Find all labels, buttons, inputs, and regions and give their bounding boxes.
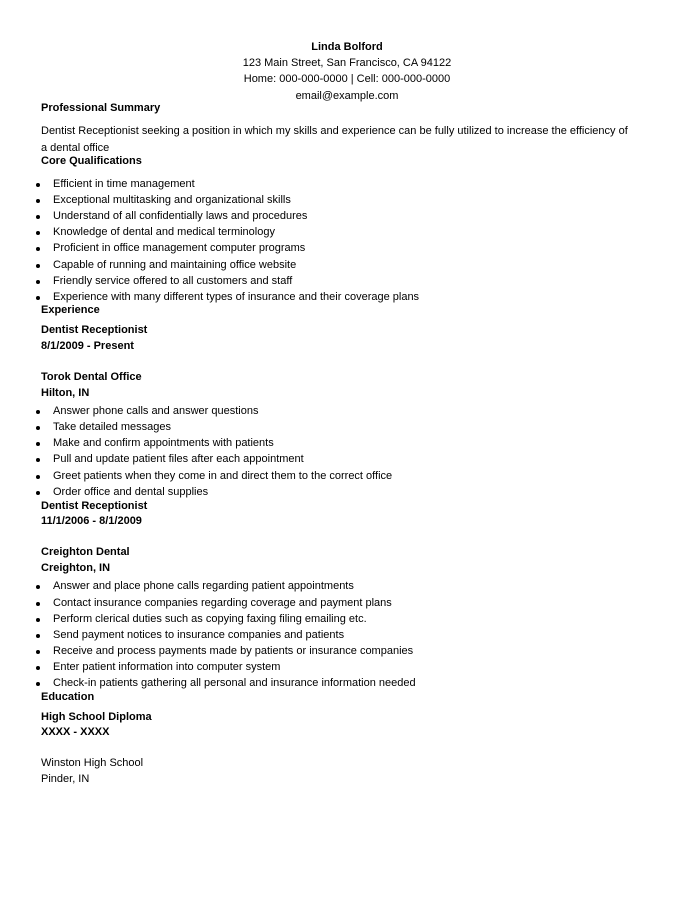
bullet-icon (36, 682, 40, 686)
bullet-icon (36, 650, 40, 654)
education-dates: XXXX - XXXX (41, 726, 110, 738)
list-item: Understand of all confidentially laws and procedures (53, 210, 308, 222)
list-item: Friendly service offered to all customers and staff (53, 275, 293, 287)
bullet-icon (36, 475, 40, 479)
summary-text-line-2: a dental office (41, 142, 110, 154)
job-company: Creighton Dental (41, 546, 130, 558)
address-line: 123 Main Street, San Francisco, CA 94122 (242, 57, 452, 69)
bullet-icon (36, 231, 40, 235)
bullet-icon (36, 618, 40, 622)
bullet-icon (36, 183, 40, 187)
qualifications-heading: Core Qualifications (41, 155, 142, 167)
bullet-icon (36, 634, 40, 638)
list-item: Check-in patients gathering all personal and insurance information needed (53, 677, 416, 689)
list-item: Answer phone calls and answer questions (53, 405, 259, 417)
job-title: Dentist Receptionist (41, 500, 148, 512)
list-item: Order office and dental supplies (53, 486, 209, 498)
bullet-icon (36, 410, 40, 414)
list-item: Capable of running and maintaining office website (53, 259, 297, 271)
bullet-icon (36, 247, 40, 251)
bullet-icon (36, 215, 40, 219)
bullet-icon (36, 280, 40, 284)
resume-name: Linda Bolford (311, 41, 383, 53)
phone-line: Home: 000-000-0000 | Cell: 000-000-0000 (243, 73, 451, 85)
list-item: Knowledge of dental and medical terminology (53, 226, 275, 238)
bullet-icon (36, 602, 40, 606)
job-location: Hilton, IN (41, 387, 90, 399)
education-school: Winston High School (41, 757, 144, 769)
summary-heading: Professional Summary (41, 102, 161, 114)
list-item: Efficient in time management (53, 178, 195, 190)
list-item: Experience with many different types of insurance and their coverage plans (53, 291, 420, 303)
bullet-icon (36, 458, 40, 462)
education-heading: Education (41, 691, 95, 703)
bullet-icon (36, 296, 40, 300)
bullet-icon (36, 666, 40, 670)
list-item: Contact insurance companies regarding coverage and payment plans (53, 597, 392, 609)
education-location: Pinder, IN (41, 773, 90, 785)
list-item: Send payment notices to insurance companies and patients (53, 629, 345, 641)
list-item: Answer and place phone calls regarding patient appointments (53, 580, 354, 592)
list-item: Proficient in office management computer programs (53, 242, 306, 254)
job-dates: 11/1/2006 - 8/1/2009 (41, 515, 142, 527)
list-item: Greet patients when they come in and direct them to the correct office (53, 470, 393, 482)
job-company: Torok Dental Office (41, 371, 142, 383)
list-item: Exceptional multitasking and organizational skills (53, 194, 291, 206)
bullet-icon (36, 442, 40, 446)
experience-heading: Experience (41, 304, 100, 316)
summary-text-line-1: Dentist Receptionist seeking a position in which my skills and experience can be fully utilized to increase the efficiency of (41, 125, 628, 137)
bullet-icon (36, 199, 40, 203)
bullet-icon (36, 264, 40, 268)
job-dates: 8/1/2009 - Present (41, 340, 134, 352)
bullet-icon (36, 585, 40, 589)
job-title: Dentist Receptionist (41, 324, 148, 336)
email-line: email@example.com (295, 90, 399, 102)
bullet-icon (36, 491, 40, 495)
bullet-icon (36, 426, 40, 430)
list-item: Enter patient information into computer system (53, 661, 281, 673)
list-item: Perform clerical duties such as copying faxing filing emailing etc. (53, 613, 367, 625)
list-item: Make and confirm appointments with patients (53, 437, 274, 449)
job-location: Creighton, IN (41, 562, 111, 574)
list-item: Receive and process payments made by patients or insurance companies (53, 645, 414, 657)
education-degree: High School Diploma (41, 711, 152, 723)
list-item: Take detailed messages (53, 421, 172, 433)
list-item: Pull and update patient files after each appointment (53, 453, 304, 465)
